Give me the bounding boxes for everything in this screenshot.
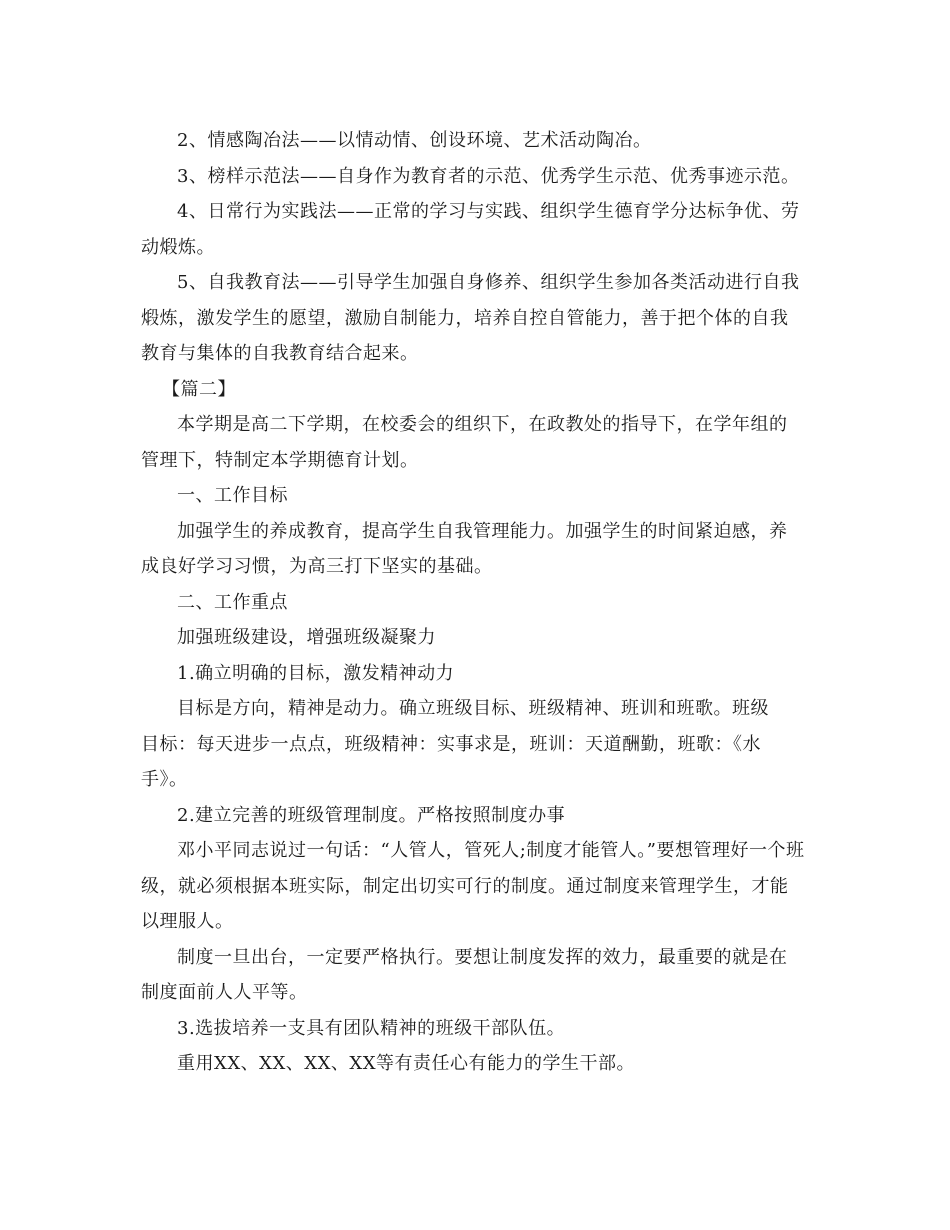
document-body [141, 123, 805, 1082]
paragraph-deng-quote: 邓小平同志说过一句话：“人管人，管死人;制度才能管人。”要想管理好一个班级，就必须根据本班实际，制定出切实可行的制度。通过制度来管理学生，才能以理服人。 [141, 840, 805, 932]
paragraph-method-2: 2、情感陶冶法——以情动情、创设环境、艺术活动陶冶。 [177, 130, 652, 151]
paragraph-class-goals: 目标是方向，精神是动力。确立班级目标、班级精神、班训和班歌。班级目标：每天进步一点点，班级精神：实事求是，班训：天道酬勤，班歌：《水手》。 [141, 698, 769, 790]
subheading-clear-goals: 1.确立明确的目标，激发精神动力 [177, 662, 455, 684]
paragraph-method-4: 4、日常行为实践法——正常的学习与实践、组织学生德育学分达标争优、劳动煅炼。 [141, 201, 800, 258]
paragraph-class-building: 加强班级建设，增强班级凝聚力 [177, 627, 436, 648]
section-heading-part-two: 【篇二】 [162, 378, 236, 400]
paragraph-method-3: 3、榜样示范法——自身作为教育者的示范、优秀学生示范、优秀事迹示范。 [177, 165, 800, 187]
subheading-management-system: 2.建立完善的班级管理制度。严格按照制度办事 [177, 804, 566, 826]
heading-work-goals: 一、工作目标 [177, 485, 288, 506]
paragraph-intro: 本学期是高二下学期，在校委会的组织下，在政教处的指导下，在学年组的管理下，特制定本学期德育计划。 [141, 414, 788, 471]
heading-work-focus: 二、工作重点 [177, 591, 288, 613]
paragraph-work-goals: 加强学生的养成教育，提高学生自我管理能力。加强学生的时间紧迫感，养成良好学习习惯，为高三打下坚实的基础。 [141, 520, 788, 577]
subheading-class-cadres: 3.选拔培养一支具有团队精神的班级干部队伍。 [177, 1017, 566, 1039]
paragraph-cadre-list: 重用XX、XX、XX、XX等有责任心有能力的学生干部。 [177, 1053, 636, 1074]
paragraph-method-5: 5、自我教育法——引导学生加强自身修养、组织学生参加各类活动进行自我煅炼，激发学生的愿望，激励自制能力，培养自控自管能力，善于把个体的自我教育与集体的自我教育结合起来。 [141, 272, 800, 364]
paragraph-strict-execution: 制度一旦出台，一定要严格执行。要想让制度发挥的效力，最重要的就是在制度面前人人平等。 [141, 946, 788, 1003]
